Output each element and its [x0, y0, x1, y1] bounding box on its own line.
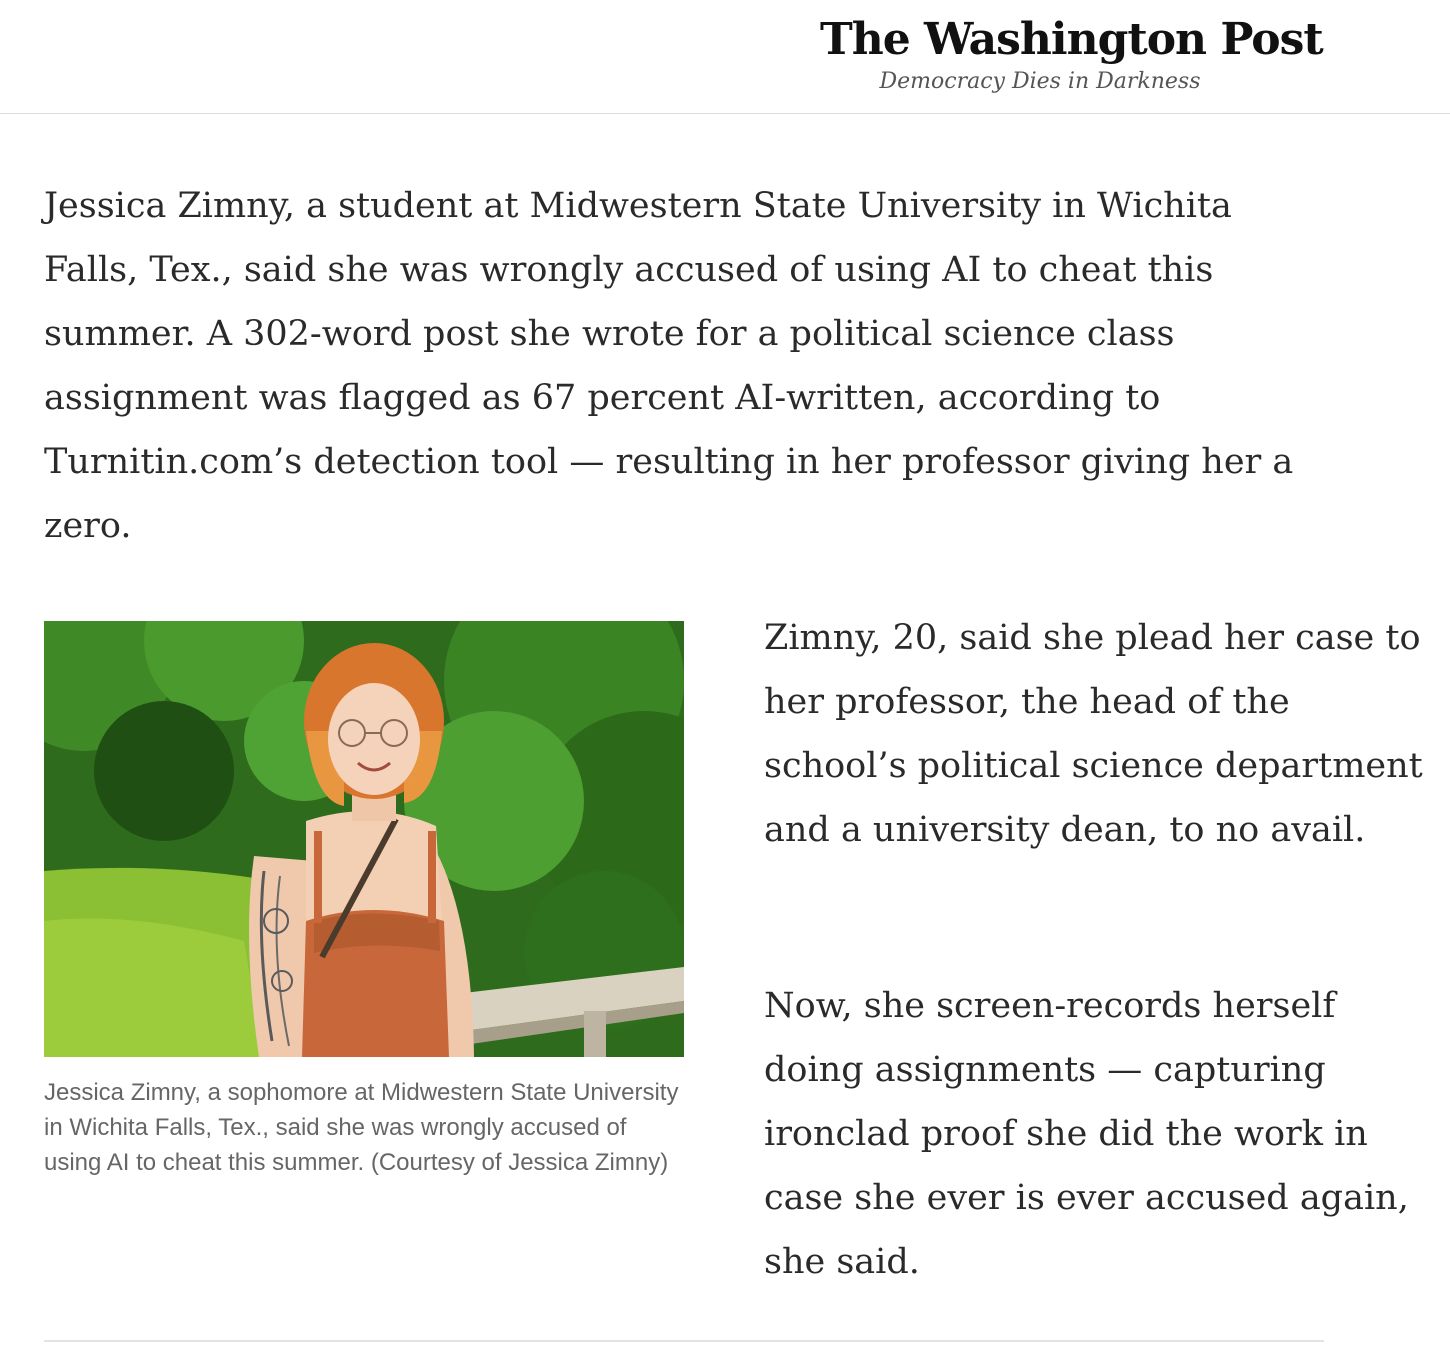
site-header: [0, 0, 1450, 114]
photo-caption: Jessica Zimny, a sophomore at Midwestern State University in Wichita Falls, Tex., said she was wrongly accused of using AI to cheat this summer. (Courtesy of Jessica Zimny): [44, 1079, 679, 1176]
masthead[interactable]: [820, 12, 1323, 96]
site-tagline: Democracy Dies in Darkness: [879, 69, 1201, 94]
article-paragraph: Now, she screen-records herself doing assignments — capturing ironclad proof she did the work in case she ever is ever accused again, she said.: [764, 986, 1409, 1282]
site-logo[interactable]: The Washington Post: [820, 14, 1323, 65]
article-paragraph: Zimny, 20, said she plead her case to her professor, the head of the school’s political science department and a university dean, to no avail.: [764, 618, 1423, 850]
section-divider: [44, 1340, 1324, 1342]
article-photo: [44, 621, 684, 1057]
article-intro-paragraph: Jessica Zimny, a student at Midwestern State University in Wichita Falls, Tex., said she was wrongly accused of using AI to cheat this summer. A 302-word post she wrote for a political science class assignment was flagged as 67 percent AI-written, according to Turnitin.com’s detection tool — resulting in her professor giving her a zero.: [44, 186, 1294, 546]
